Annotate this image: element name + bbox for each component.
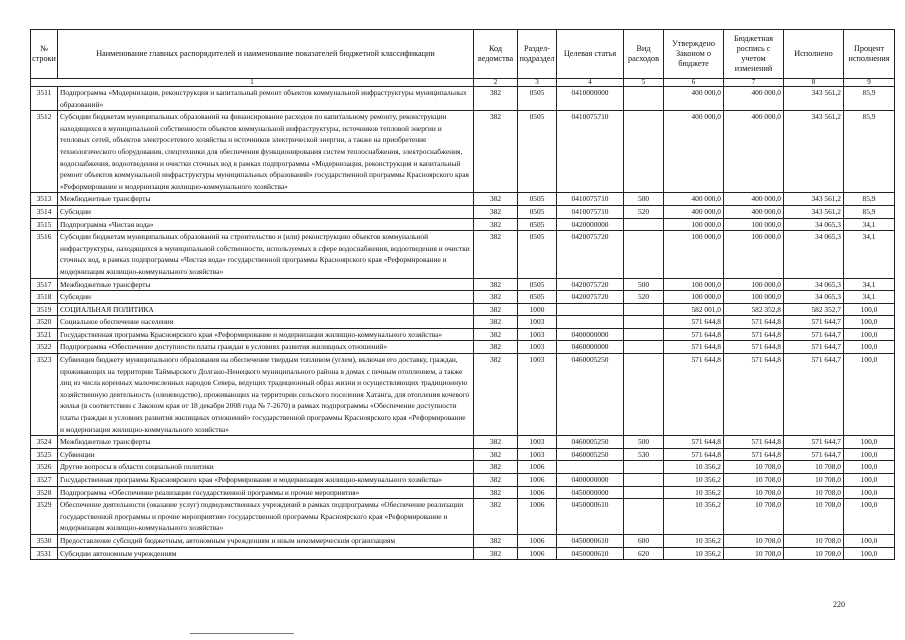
row-number: 3528 — [31, 486, 58, 499]
row-razdel: 1003 — [518, 354, 557, 436]
row-percent: 85,9 — [844, 87, 895, 111]
table-row — [31, 291, 895, 304]
header-row — [31, 30, 895, 79]
row-approved: 582 001,0 — [664, 303, 724, 316]
row-approved: 100 000,0 — [664, 231, 724, 278]
table-row — [31, 231, 895, 278]
row-number: 3515 — [31, 218, 58, 231]
row-razdel: 0505 — [518, 231, 557, 278]
row-approved: 10 356,2 — [664, 474, 724, 487]
row-razdel: 1006 — [518, 461, 557, 474]
row-percent: 34,1 — [844, 231, 895, 278]
row-percent: 85,9 — [844, 205, 895, 218]
row-statya — [557, 303, 624, 316]
row-ved: 382 — [474, 328, 518, 341]
row-number: 3520 — [31, 316, 58, 329]
row-approved: 571 644,8 — [664, 316, 724, 329]
header-statya: Целевая статья — [557, 30, 624, 79]
row-budget-list: 571 644,8 — [724, 341, 784, 354]
row-ved: 382 — [474, 316, 518, 329]
row-percent: 100,0 — [844, 448, 895, 461]
row-ved: 382 — [474, 111, 518, 193]
row-name: Субсидии — [58, 205, 474, 218]
row-executed: 10 708,0 — [784, 461, 844, 474]
row-executed: 343 561,2 — [784, 193, 844, 206]
row-ved: 382 — [474, 474, 518, 487]
row-statya: 0410075710 — [557, 111, 624, 193]
row-budget-list: 400 000,0 — [724, 87, 784, 111]
row-vid: 600 — [624, 534, 664, 547]
header-budget-list: Бюджетная роспись с учетом изменений — [724, 30, 784, 79]
row-razdel: 1003 — [518, 448, 557, 461]
row-executed: 571 644,7 — [784, 328, 844, 341]
row-razdel: 0505 — [518, 291, 557, 304]
row-name: Субвенция бюджету муниципального образования на обеспечение твердым топливом (углем), включая его доставку, граждан, проживающих на территории Таймырского Долгано-Ненецкого муниципального района в домах с печным отоплением, а также лиц из числа коренных малочисленных народов Севера, ведущих традиционный образ жизни и осуществляющих традиционную хозяйственную деятельность (оленеводство), проживающих на территории сельского поселения Хатанга, для отопления кочевого жилья (в соответствии с Законом края от 18 декабря 2008 года № 7-2670) в рамках подпрограммы «Обеспечение доступности платы граждан в условиях развития жилищных отношений» государственной программы Красноярского края «Реформирование и модернизация жилищно-коммунального хозяйства» — [58, 354, 474, 436]
row-statya: 0400000000 — [557, 474, 624, 487]
row-name: Предоставление субсидий бюджетным, автономным учреждениям и иным некоммерческим организациям — [58, 534, 474, 547]
row-budget-list: 400 000,0 — [724, 111, 784, 193]
row-budget-list: 100 000,0 — [724, 231, 784, 278]
row-statya: 0410075710 — [557, 193, 624, 206]
table-row — [31, 218, 895, 231]
row-vid — [624, 474, 664, 487]
row-budget-list: 571 644,8 — [724, 328, 784, 341]
row-statya — [557, 316, 624, 329]
row-executed: 343 561,2 — [784, 87, 844, 111]
row-approved: 400 000,0 — [664, 193, 724, 206]
header-executed: Исполнено — [784, 30, 844, 79]
row-razdel: 1003 — [518, 341, 557, 354]
row-approved: 571 644,8 — [664, 448, 724, 461]
col-number: 4 — [557, 79, 624, 87]
row-percent: 100,0 — [844, 461, 895, 474]
row-razdel: 1003 — [518, 436, 557, 449]
col-number: 1 — [31, 79, 474, 87]
row-executed: 34 065,3 — [784, 231, 844, 278]
row-budget-list: 571 644,8 — [724, 354, 784, 436]
row-name: Межбюджетные трансферты — [58, 436, 474, 449]
row-executed: 10 708,0 — [784, 534, 844, 547]
row-name: Другие вопросы в области социальной политики — [58, 461, 474, 474]
row-statya: 0460005250 — [557, 354, 624, 436]
row-approved: 10 356,2 — [664, 499, 724, 535]
row-name: Субсидии бюджетам муниципальных образований на финансирование расходов по капитальному ремонту, реконструкции находящихся в муниципальной собственности объектов коммунальной инфраструктуры, источников тепловой энергии и тепловых сетей, объектов электросетевого хозяйства и источников электрической энергии, а также на приобретение технологического оборудования, спецтехники для обеспечения функционирования систем теплоснабжения, электроснабжения, водоснабжения, водоотведения и очистки сточных вод в рамках подпрограммы «Модернизация, реконструкция и капитальный ремонт объектов коммунальной инфраструктуры муниципальных образований» государственной программы Красноярского края «Реформирование и модернизация жилищно-коммунального хозяйства» — [58, 111, 474, 193]
row-statya: 0450000610 — [557, 499, 624, 535]
row-budget-list: 10 708,0 — [724, 474, 784, 487]
col-number: 2 — [474, 79, 518, 87]
header-approved: Утверждено Законом о бюджете — [664, 30, 724, 79]
row-razdel: 1003 — [518, 316, 557, 329]
row-name: Субсидии автономным учреждениям — [58, 547, 474, 560]
table-row — [31, 474, 895, 487]
row-approved: 571 644,8 — [664, 328, 724, 341]
row-budget-list: 571 644,8 — [724, 316, 784, 329]
row-name: Социальное обеспечение населения — [58, 316, 474, 329]
row-budget-list: 10 708,0 — [724, 461, 784, 474]
table-row — [31, 87, 895, 111]
row-statya: 0420075720 — [557, 291, 624, 304]
table-row — [31, 461, 895, 474]
row-approved: 571 644,8 — [664, 341, 724, 354]
table-row — [31, 499, 895, 535]
row-statya: 0450000610 — [557, 534, 624, 547]
row-name: Межбюджетные трансферты — [58, 193, 474, 206]
header-row-no: № строки — [31, 30, 58, 79]
row-number: 3523 — [31, 354, 58, 436]
row-statya — [557, 461, 624, 474]
row-vid: 520 — [624, 205, 664, 218]
row-razdel: 1003 — [518, 328, 557, 341]
table-row — [31, 341, 895, 354]
budget-document — [30, 29, 894, 560]
row-name: Субвенции — [58, 448, 474, 461]
row-budget-list: 582 352,8 — [724, 303, 784, 316]
row-number: 3513 — [31, 193, 58, 206]
row-approved: 400 000,0 — [664, 205, 724, 218]
table-row — [31, 316, 895, 329]
row-vid — [624, 354, 664, 436]
row-number: 3524 — [31, 436, 58, 449]
table-body — [31, 87, 895, 560]
row-ved: 382 — [474, 534, 518, 547]
row-executed: 10 708,0 — [784, 499, 844, 535]
row-executed: 34 065,3 — [784, 278, 844, 291]
row-vid: 620 — [624, 547, 664, 560]
row-budget-list: 100 000,0 — [724, 218, 784, 231]
row-approved: 571 644,8 — [664, 354, 724, 436]
row-approved: 100 000,0 — [664, 291, 724, 304]
row-razdel: 1006 — [518, 474, 557, 487]
row-executed: 343 561,2 — [784, 111, 844, 193]
table-row — [31, 328, 895, 341]
row-executed: 571 644,7 — [784, 316, 844, 329]
row-vid — [624, 87, 664, 111]
row-name: Государственная программа Красноярского края «Реформирование и модернизация жилищно-коммунального хозяйства» — [58, 474, 474, 487]
row-statya: 0420075720 — [557, 278, 624, 291]
row-percent: 100,0 — [844, 341, 895, 354]
row-name: Подпрограмма «Обеспечение доступности платы граждан в условиях развития жилищных отношений» — [58, 341, 474, 354]
row-budget-list: 571 644,8 — [724, 436, 784, 449]
row-ved: 382 — [474, 87, 518, 111]
footer-rule — [190, 633, 294, 634]
row-number: 3521 — [31, 328, 58, 341]
row-statya: 0460000000 — [557, 341, 624, 354]
row-name: СОЦИАЛЬНАЯ ПОЛИТИКА — [58, 303, 474, 316]
table-row — [31, 205, 895, 218]
row-budget-list: 10 708,0 — [724, 486, 784, 499]
row-approved: 571 644,8 — [664, 436, 724, 449]
row-number: 3525 — [31, 448, 58, 461]
row-name: Межбюджетные трансферты — [58, 278, 474, 291]
row-vid: 530 — [624, 448, 664, 461]
row-vid — [624, 486, 664, 499]
row-razdel: 1006 — [518, 534, 557, 547]
row-vid: 500 — [624, 278, 664, 291]
col-number: 3 — [518, 79, 557, 87]
row-executed: 582 352,7 — [784, 303, 844, 316]
row-approved: 10 356,2 — [664, 486, 724, 499]
row-executed: 10 708,0 — [784, 547, 844, 560]
row-approved: 100 000,0 — [664, 218, 724, 231]
row-percent: 100,0 — [844, 534, 895, 547]
row-percent: 100,0 — [844, 486, 895, 499]
row-ved: 382 — [474, 291, 518, 304]
table-row — [31, 547, 895, 560]
table-row — [31, 486, 895, 499]
row-ved: 382 — [474, 486, 518, 499]
row-vid — [624, 111, 664, 193]
row-statya: 0460005250 — [557, 436, 624, 449]
row-statya: 0450000610 — [557, 547, 624, 560]
header-percent: Процент исполнения — [844, 30, 895, 79]
row-vid — [624, 218, 664, 231]
col-number: 8 — [784, 79, 844, 87]
row-ved: 382 — [474, 436, 518, 449]
row-approved: 400 000,0 — [664, 111, 724, 193]
row-name: Обеспечение деятельности (оказание услуг) подведомственных учреждений в рамках подпрограммы «Обеспечение реализации государственной программы и прочие мероприятия» государственной программы Красноярского края «Реформирование и модернизация жилищно-коммунального хозяйства» — [58, 499, 474, 535]
budget-table — [30, 29, 895, 560]
column-number-row — [31, 79, 895, 87]
row-percent: 34,1 — [844, 278, 895, 291]
header-vid: Вид расходов — [624, 30, 664, 79]
row-percent: 85,9 — [844, 193, 895, 206]
col-number: 7 — [724, 79, 784, 87]
row-name: Подпрограмма «Чистая вода» — [58, 218, 474, 231]
row-ved: 382 — [474, 354, 518, 436]
col-number: 5 — [624, 79, 664, 87]
row-executed: 10 708,0 — [784, 474, 844, 487]
page-number: 220 — [833, 600, 845, 609]
row-razdel: 1000 — [518, 303, 557, 316]
row-razdel: 0505 — [518, 87, 557, 111]
row-ved: 382 — [474, 205, 518, 218]
table-row — [31, 354, 895, 436]
row-vid: 500 — [624, 193, 664, 206]
row-executed: 571 644,7 — [784, 436, 844, 449]
row-executed: 571 644,7 — [784, 448, 844, 461]
row-budget-list: 400 000,0 — [724, 193, 784, 206]
row-statya: 0460005250 — [557, 448, 624, 461]
row-executed: 571 644,7 — [784, 354, 844, 436]
row-percent: 100,0 — [844, 547, 895, 560]
row-razdel: 1006 — [518, 547, 557, 560]
row-budget-list: 400 000,0 — [724, 205, 784, 218]
row-statya: 0420000000 — [557, 218, 624, 231]
row-number: 3522 — [31, 341, 58, 354]
row-number: 3530 — [31, 534, 58, 547]
row-ved: 382 — [474, 218, 518, 231]
row-percent: 34,1 — [844, 218, 895, 231]
header-razdel: Раздел-подраздел — [518, 30, 557, 79]
row-razdel: 0505 — [518, 218, 557, 231]
row-vid — [624, 499, 664, 535]
row-percent: 100,0 — [844, 474, 895, 487]
header-name: Наименование главных распорядителей и наименование показателей бюджетной классификации — [58, 30, 474, 79]
row-percent: 100,0 — [844, 354, 895, 436]
row-executed: 571 644,7 — [784, 341, 844, 354]
row-name: Подпрограмма «Модернизация, реконструкция и капитальный ремонт объектов коммунальной инфраструктуры муниципальных образований» — [58, 87, 474, 111]
row-number: 3526 — [31, 461, 58, 474]
table-row — [31, 193, 895, 206]
row-vid — [624, 231, 664, 278]
row-razdel: 0505 — [518, 205, 557, 218]
row-ved: 382 — [474, 278, 518, 291]
row-vid — [624, 316, 664, 329]
row-percent: 100,0 — [844, 328, 895, 341]
row-ved: 382 — [474, 448, 518, 461]
row-number: 3512 — [31, 111, 58, 193]
row-number: 3517 — [31, 278, 58, 291]
row-ved: 382 — [474, 193, 518, 206]
row-executed: 34 065,3 — [784, 218, 844, 231]
row-ved: 382 — [474, 341, 518, 354]
row-approved: 400 000,0 — [664, 87, 724, 111]
row-number: 3531 — [31, 547, 58, 560]
row-percent: 100,0 — [844, 316, 895, 329]
col-number: 9 — [844, 79, 895, 87]
row-approved: 10 356,2 — [664, 534, 724, 547]
row-razdel: 0505 — [518, 193, 557, 206]
row-executed: 34 065,3 — [784, 291, 844, 304]
row-number: 3516 — [31, 231, 58, 278]
table-row — [31, 534, 895, 547]
row-number: 3514 — [31, 205, 58, 218]
row-percent: 100,0 — [844, 499, 895, 535]
row-vid — [624, 341, 664, 354]
table-row — [31, 278, 895, 291]
row-razdel: 1006 — [518, 486, 557, 499]
table-row — [31, 303, 895, 316]
row-razdel: 0505 — [518, 278, 557, 291]
row-ved: 382 — [474, 547, 518, 560]
row-name: Субсидии — [58, 291, 474, 304]
row-vid — [624, 303, 664, 316]
row-percent: 100,0 — [844, 303, 895, 316]
row-razdel: 1006 — [518, 499, 557, 535]
row-executed: 10 708,0 — [784, 486, 844, 499]
row-number: 3511 — [31, 87, 58, 111]
row-approved: 10 356,2 — [664, 547, 724, 560]
row-vid: 520 — [624, 291, 664, 304]
row-statya: 0410075710 — [557, 205, 624, 218]
row-number: 3519 — [31, 303, 58, 316]
row-budget-list: 100 000,0 — [724, 278, 784, 291]
row-ved: 382 — [474, 461, 518, 474]
col-number: 6 — [664, 79, 724, 87]
row-vid — [624, 461, 664, 474]
row-approved: 10 356,2 — [664, 461, 724, 474]
row-statya: 0400000000 — [557, 328, 624, 341]
row-vid — [624, 328, 664, 341]
table-row — [31, 448, 895, 461]
row-razdel: 0505 — [518, 111, 557, 193]
row-name: Субсидии бюджетам муниципальных образований на строительство и (или) реконструкцию объектов коммунальной инфраструктуры, находящихся в муниципальной собственности, используемых в сфере водоснабжения, водоотведения и очистки сточных вод, в рамках подпрограммы «Чистая вода» государственной программы Красноярского края «Реформирование и модернизация жилищно-коммунального хозяйства» — [58, 231, 474, 278]
table-row — [31, 436, 895, 449]
row-number: 3529 — [31, 499, 58, 535]
row-percent: 34,1 — [844, 291, 895, 304]
row-budget-list: 10 708,0 — [724, 499, 784, 535]
row-vid: 500 — [624, 436, 664, 449]
table-row — [31, 111, 895, 193]
row-approved: 100 000,0 — [664, 278, 724, 291]
row-statya: 0450000000 — [557, 486, 624, 499]
row-number: 3527 — [31, 474, 58, 487]
row-name: Государственная программа Красноярского края «Реформирование и модернизация жилищно-коммунального хозяйства» — [58, 328, 474, 341]
row-percent: 85,9 — [844, 111, 895, 193]
header-ved: Код ведомства — [474, 30, 518, 79]
row-budget-list: 100 000,0 — [724, 291, 784, 304]
row-name: Подпрограмма «Обеспечение реализации государственной программы и прочие мероприятия» — [58, 486, 474, 499]
row-budget-list: 571 644,8 — [724, 448, 784, 461]
row-number: 3518 — [31, 291, 58, 304]
row-executed: 343 561,2 — [784, 205, 844, 218]
row-ved: 382 — [474, 303, 518, 316]
row-budget-list: 10 708,0 — [724, 547, 784, 560]
row-statya: 0420075720 — [557, 231, 624, 278]
row-statya: 0410000000 — [557, 87, 624, 111]
row-percent: 100,0 — [844, 436, 895, 449]
row-budget-list: 10 708,0 — [724, 534, 784, 547]
row-ved: 382 — [474, 499, 518, 535]
row-ved: 382 — [474, 231, 518, 278]
